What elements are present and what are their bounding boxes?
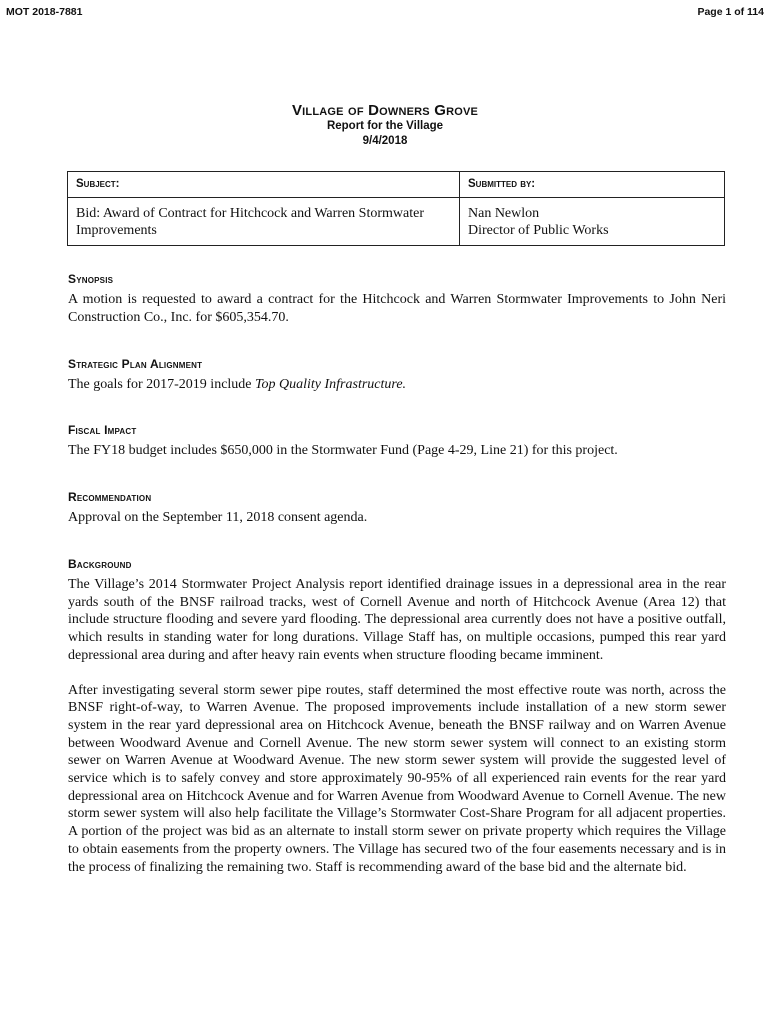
background-paragraph-1: The Village’s 2014 Stormwater Project Analysis report identified drainage issues in a depressional area in the rear yards south of the BNSF railroad tracks, west of Cornell Avenue and north of Hitchcock Avenue (Area 12) that include structure flooding and severe yard flooding. The depressional area currently does not have a positive outfall, which results in standing water for long durations. Village Staff has, on multiple occasions, pumped this rear yard depressional area during and after heavy rain events when structure flooding became imminent. [68, 577, 726, 663]
recommendation-text: Approval on the September 11, 2018 consent agenda. [68, 510, 368, 525]
recommendation-section [68, 490, 726, 527]
title-block [0, 102, 770, 149]
strategic-heading: Strategic Plan Alignment [68, 357, 203, 371]
subject-value: Bid: Award of Contract for Hitchcock and Warren Stormwater Improvements [68, 198, 460, 246]
background-section [68, 557, 726, 876]
background-paragraph-2: After investigating several storm sewer pipe routes, staff determined the most effective route was north, across the BNSF right-of-way, to Warren Avenue. The proposed improvements include installation of a new storm sewer system in the rear yard depressional area on Hitchcock Avenue, beneath the BNSF railway and on Warren Avenue between Woodward Avenue and Cornell Avenue. The new storm sewer system will connect to an existing storm sewer on Warren Avenue at Woodward Avenue. The new storm sewer system will provide the suggested level of service which is to safely convey and store approximately 90-95% of all experienced rain events for the rear yard depressional area on Hitchcock Avenue and for Warren Avenue from Woodward Avenue to Cornell Avenue. The new storm sewer system will also help facilitate the Village’s Stormwater Cost-Share Program for all adjacent properties. A portion of the project was bid as an alternate to install storm sewer on private property which requires the Village to obtain easements from the property owners. The Village has secured two of the four easements necessary and is in the process of finalizing the remaining two. Staff is recommending award of the base bid and the alternate bid. [68, 682, 726, 875]
fiscal-text: The FY18 budget includes $650,000 in the Stormwater Fund (Page 4-29, Line 21) for this project. [68, 443, 618, 458]
page-number: Page 1 of 114 [697, 6, 764, 18]
strategic-text [68, 376, 726, 394]
subject-table [67, 171, 725, 246]
strategic-text-italic: Top Quality Infrastructure. [255, 377, 407, 392]
submitter-cell [460, 198, 725, 246]
document-date: 9/4/2018 [362, 135, 408, 147]
document-subtitle: Report for the Village [326, 120, 444, 132]
synopsis-heading: Synopsis [68, 272, 114, 286]
fiscal-section [68, 423, 726, 460]
submitter-title: Director of Public Works [468, 223, 609, 238]
document-title: Village of Downers Grove [291, 102, 479, 119]
strategic-section [68, 357, 726, 394]
recommendation-heading: Recommendation [68, 490, 152, 504]
fiscal-heading: Fiscal Impact [68, 423, 137, 437]
subject-header: Subject: [68, 172, 460, 198]
document-id: MOT 2018-7881 [6, 6, 83, 18]
synopsis-section [68, 272, 726, 326]
synopsis-text: A motion is requested to award a contract for the Hitchcock and Warren Stormwater Improvements to John Neri Construction Co., Inc. for $605,354.70. [68, 292, 726, 325]
submitted-by-header: Submitted by: [460, 172, 725, 198]
strategic-text-plain: The goals for 2017-2019 include [68, 377, 256, 392]
submitter-name: Nan Newlon [468, 206, 540, 221]
background-heading: Background [68, 557, 132, 571]
